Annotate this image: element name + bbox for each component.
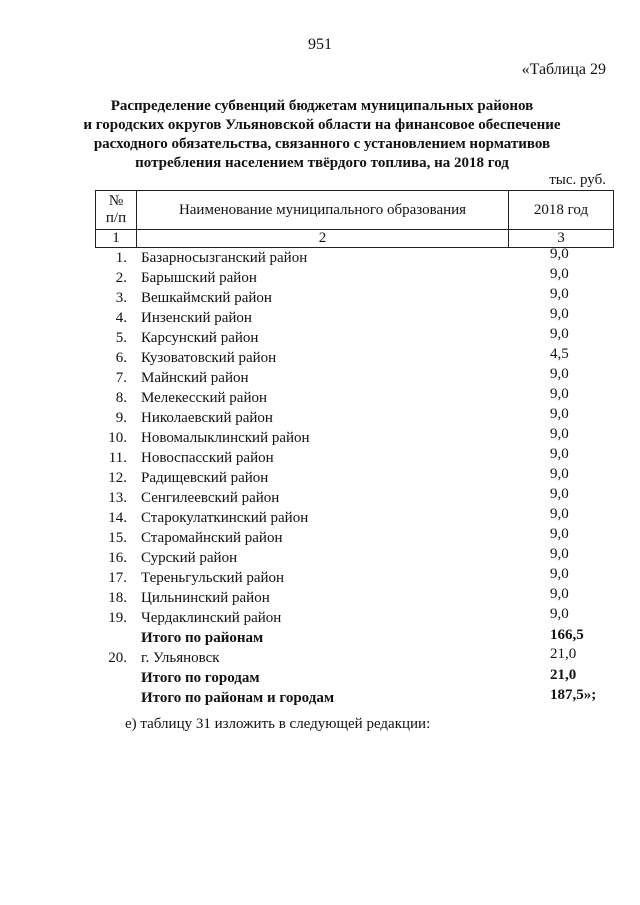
row-value: 9,0 [550,306,569,322]
grand-total-value: 187,5»; [550,687,597,703]
row-number: 2. [115,270,127,286]
col-number: 3 [509,230,614,248]
row-number: 9. [115,410,127,426]
row-value: 9,0 [550,506,569,522]
row-value: 9,0 [550,406,569,422]
table-row [95,506,614,526]
col-number: 1 [96,230,137,248]
row-number: 11. [108,450,127,466]
row-name: Цильнинский район [141,590,270,606]
row-name: г. Ульяновск [141,650,220,666]
table-row [95,286,614,306]
table-body [95,246,614,706]
row-value: 9,0 [550,366,569,382]
row-name: Базарносызганский район [141,250,308,266]
row-name: Новоспасский район [141,450,274,466]
header-num-line1: № [108,193,124,209]
row-value: 9,0 [550,246,569,262]
row-number: 20. [108,650,127,666]
table-row [95,266,614,286]
row-value: 9,0 [550,286,569,302]
row-name: Сенгилеевский район [141,490,280,506]
table-row [95,426,614,446]
row-name: Инзенский район [141,310,252,326]
title-line: Распределение субвенций бюджетам муниципальных районов [110,98,534,114]
row-value: 9,0 [550,426,569,442]
row-number: 13. [108,490,127,506]
header-year: 2018 год [509,191,614,230]
col-number: 2 [137,230,509,248]
row-name: Кузоватовский район [141,350,277,366]
title-line: потребления населением твёрдого топлива, на 2018 год [135,155,509,171]
row-name: Чердаклинский район [141,610,282,626]
row-number: 5. [115,330,127,346]
row-name: Николаевский район [141,410,273,426]
row-number: 18. [108,590,127,606]
table-row [95,346,614,366]
table-row [95,406,614,426]
grand-total-row [95,686,614,706]
row-value: 9,0 [550,486,569,502]
table-row [95,586,614,606]
row-name: Карсунский район [141,330,259,346]
city-row [95,646,614,666]
title-line: и городских округов Ульяновской области на финансовое обеспечение [83,117,561,133]
row-name: Новомалыклинский район [141,430,310,446]
total-districts-value: 166,5 [550,627,584,643]
grand-total-label: Итого по районам и городам [141,690,335,706]
row-value: 9,0 [550,446,569,462]
table-row [95,566,614,586]
table-row [95,486,614,506]
row-number: 10. [108,430,127,446]
row-number: 4. [115,310,127,326]
row-value: 9,0 [550,326,569,342]
row-name: Барышский район [141,270,257,286]
row-value: 9,0 [550,586,569,602]
row-name: Тереньгульский район [141,570,285,586]
row-value: 9,0 [550,566,569,582]
table-row [95,366,614,386]
row-name: Старомайнский район [141,530,283,546]
table-row [95,306,614,326]
header-num-line2: п/п [105,210,127,226]
row-number: 6. [115,350,127,366]
row-value: 9,0 [550,606,569,622]
row-value: 9,0 [550,266,569,282]
table-row [95,526,614,546]
row-number: 19. [108,610,127,626]
footer-text: е) таблицу 31 изложить в следующей редакции: [125,716,431,732]
row-name: Майнский район [141,370,249,386]
units-label: тыс. руб. [549,172,606,188]
table-row [95,386,614,406]
row-value: 4,5 [550,346,569,362]
table-row [95,606,614,626]
row-value: 21,0 [550,646,577,662]
row-number: 3. [115,290,127,306]
row-number: 15. [108,530,127,546]
total-districts-label: Итого по районам [141,630,264,646]
table-row [95,446,614,466]
table-row [95,466,614,486]
row-value: 9,0 [550,546,569,562]
table-row [95,546,614,566]
row-number: 16. [108,550,127,566]
total-cities-row [95,666,614,686]
row-name: Старокулаткинский район [141,510,309,526]
row-value: 9,0 [550,466,569,482]
row-number: 17. [108,570,127,586]
row-number: 14. [108,510,127,526]
row-name: Радищевский район [141,470,269,486]
row-name: Мелекесский район [141,390,268,406]
total-cities-label: Итого по городам [141,670,260,686]
row-name: Сурский район [141,550,238,566]
table-row [95,246,614,266]
header-name: Наименование муниципального образования [137,191,509,230]
row-value: 9,0 [550,526,569,542]
page-number: 951 [308,36,332,53]
title-line: расходного обязательства, связанного с установлением нормативов [93,136,551,152]
row-number: 1. [115,250,127,266]
total-districts-row [95,626,614,646]
total-cities-value: 21,0 [550,667,577,683]
row-value: 9,0 [550,386,569,402]
header-num [96,191,137,230]
row-number: 8. [115,390,127,406]
table-header [95,190,614,248]
document-title [70,97,574,173]
row-number: 7. [115,370,127,386]
table-caption: «Таблица 29 [521,61,606,78]
row-number: 12. [108,470,127,486]
table-row [95,326,614,346]
row-name: Вешкаймский район [141,290,272,306]
